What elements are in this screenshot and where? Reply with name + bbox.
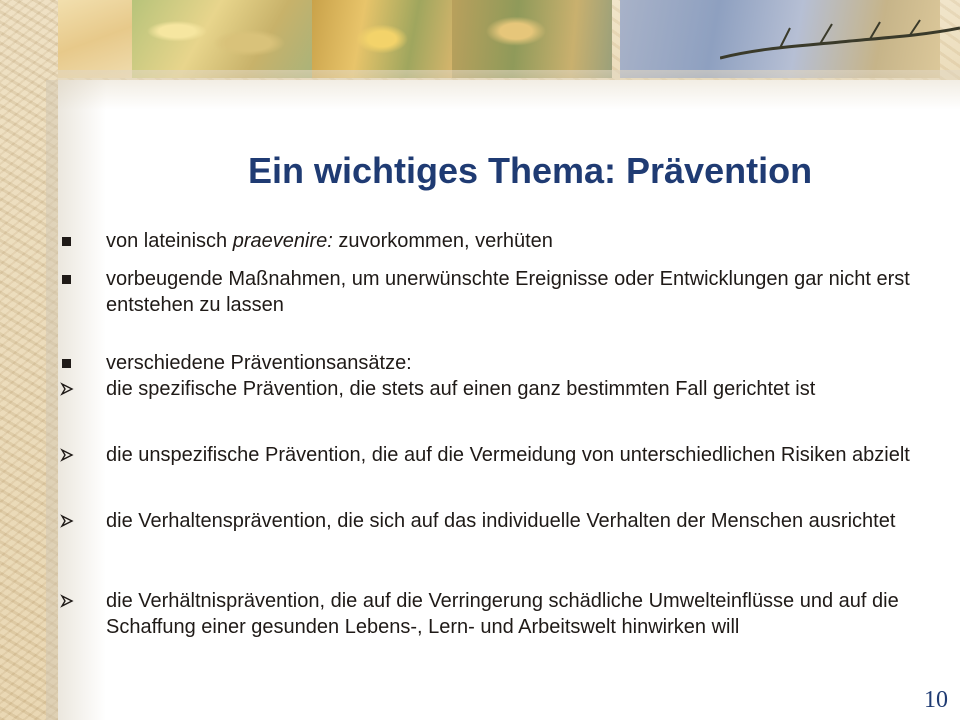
bullet-text-part: von lateinisch — [106, 230, 233, 252]
square-shape — [62, 275, 71, 284]
arrowhead-shape — [60, 514, 74, 528]
header-fade — [0, 70, 960, 110]
bullet-text — [106, 442, 946, 468]
leaves-photo — [132, 0, 312, 78]
bullet-text — [106, 588, 946, 640]
bullet-text — [106, 350, 946, 376]
branch-decoration — [720, 18, 960, 78]
arrowhead-bullet-icon — [58, 376, 78, 396]
arrowhead-shape — [60, 448, 74, 462]
page-number: 10 — [924, 687, 948, 713]
bullet-text — [106, 266, 946, 318]
header-decoration — [0, 0, 960, 80]
bullet-text — [106, 228, 946, 254]
bullet-text — [106, 508, 946, 534]
flower-photo — [312, 0, 452, 78]
bullet-text-part: die Verhaltensprävention, die sich auf das individuelle Verhalten der Menschen ausrichtet — [106, 510, 896, 532]
bullet-text-part: die unspezifische Prävention, die auf die Vermeidung von unterschiedlichen Risiken abzielt — [106, 444, 910, 466]
arrowhead-bullet-icon — [58, 588, 78, 608]
arrowhead-bullet-icon — [58, 442, 78, 462]
slide-title: Ein wichtiges Thema: Prävention — [247, 150, 813, 191]
italic-term: praevenire: — [232, 230, 333, 252]
bullet-text-part: zuvorkommen, verhüten — [332, 230, 553, 252]
bullet-text-part: verschiedene Präventionsansätze: — [106, 352, 412, 374]
square-bullet-icon — [58, 228, 78, 248]
arrowhead-shape — [60, 594, 74, 608]
square-shape — [62, 359, 71, 368]
square-bullet-icon — [58, 266, 78, 286]
bullet-text — [106, 376, 946, 402]
bullet-text-part: die Verhältnisprävention, die auf die Verringerung schädliche Umwelteinflüsse und auf die Schaffung einer gesunden Lebens-, Lern- und Arbeitswelt hinwirken will — [106, 590, 899, 638]
square-shape — [62, 237, 71, 246]
foliage-photo — [452, 0, 612, 78]
arrowhead-shape — [60, 382, 74, 396]
square-bullet-icon — [58, 350, 78, 370]
bullet-text-part: vorbeugende Maßnahmen, um unerwünschte Ereignisse oder Entwicklungen gar nicht erst entstehen zu lassen — [106, 268, 910, 316]
bullet-text-part: die spezifische Prävention, die stets auf einen ganz bestimmten Fall gerichtet ist — [106, 378, 816, 400]
arrowhead-bullet-icon — [58, 508, 78, 528]
